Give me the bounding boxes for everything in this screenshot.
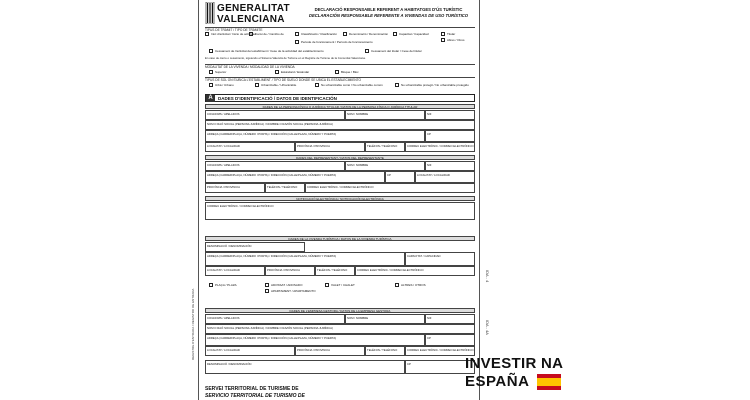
- rep-correu-field[interactable]: CORREU ELECTRÒNIC / CORREO ELECTRÓNICO: [305, 183, 475, 193]
- checkbox[interactable]: [343, 32, 347, 36]
- section-title: DADES D'IDENTIFICACIÓ / DATOS DE IDENTIFICACIÓN: [218, 96, 337, 101]
- spain-flag-icon: [537, 374, 561, 390]
- tipo-option[interactable]: Capacitat / Capacidad: [393, 32, 429, 36]
- rep-cp-field[interactable]: CP: [385, 171, 415, 183]
- tipologia-option[interactable]: PLAÇA / PLAZA: [209, 283, 237, 287]
- form-sheet: [198, 0, 480, 400]
- band-empresa: DADES DE L'EMPRESA GESTORA / DATOS DE LA EMPRESA GESTORA: [205, 308, 475, 313]
- checkbox[interactable]: [265, 289, 269, 293]
- checkbox[interactable]: [393, 32, 397, 36]
- checkbox[interactable]: [295, 32, 299, 36]
- checkbox[interactable]: [395, 83, 399, 87]
- checkbox[interactable]: [335, 70, 339, 74]
- checkbox[interactable]: [255, 83, 259, 87]
- checkbox[interactable]: [209, 283, 213, 287]
- checkbox[interactable]: [265, 283, 269, 287]
- tipo-option[interactable]: Denominació / Denominación: [343, 32, 388, 36]
- nom-field[interactable]: NOM / NOMBRE: [345, 110, 425, 120]
- ubicacion-option[interactable]: No urbanitzable protegit / No urbanizable protegido: [395, 83, 469, 87]
- telefon-field[interactable]: TELÈFON / TELÉFONO: [365, 142, 405, 152]
- checkbox[interactable]: [315, 83, 319, 87]
- modalidad-label: MODALITAT DE LA VIVENDA / MODALIDAD DE LA VIVIENDA: [205, 65, 295, 69]
- registro-cp-field[interactable]: CP: [405, 360, 475, 374]
- rep-nif-field[interactable]: NIF: [425, 161, 475, 171]
- ubicacion-option[interactable]: Urbanitzable / Urbanizable: [255, 83, 296, 87]
- modalidad-option[interactable]: Superior: [209, 70, 226, 74]
- form-code-2: IDA - 4A: [485, 320, 490, 335]
- emp-localitat-field[interactable]: LOCALITAT / LOCALIDAD: [205, 346, 295, 356]
- viv-adreca-field[interactable]: ADREÇA (CARRER/PLAÇA, NÚMERO I PORTA) / DIRECCIÓN (CALLE/PLAZA, NÚMERO Y PUERTA): [205, 252, 405, 266]
- form-header: [205, 2, 475, 26]
- emp-nom-field[interactable]: NOM / NOMBRE: [345, 314, 425, 324]
- tipo-option[interactable]: Altres / Otros: [441, 38, 465, 42]
- rep-telefon-field[interactable]: TELÈFON / TELÉFONO: [265, 183, 305, 193]
- form-title-spanish: DECLARACIÓN RESPONSABLE REFERENTE A VIVIENDAS DE USO TURÍSTICO: [308, 13, 469, 18]
- band-persona: DADES DE LA PERSONA FÍSICA O JURÍDICA TITULAR / DATOS DE LA PERSONA FÍSICA O JURÍDICA TITULAR: [205, 104, 475, 109]
- checkbox[interactable]: [441, 38, 445, 42]
- adreca-field[interactable]: ADREÇA (CARRER/PLAÇA, NÚMERO I PORTA) / DIRECCIÓN (CALLE/PLAZA, NÚMERO Y PUERTA): [205, 130, 425, 142]
- investir-na-espana-watermark: [465, 355, 575, 399]
- checkbox[interactable]: [249, 32, 253, 36]
- cese-options: [205, 49, 475, 54]
- modalidad-options: [205, 70, 475, 75]
- correu-field[interactable]: CORREU ELECTRÒNIC / CORREO ELECTRÓNICO: [405, 142, 475, 152]
- watermark-line-1: INVESTIR NA: [465, 355, 564, 372]
- emp-correu-field[interactable]: CORREU ELECTRÒNIC / CORREO ELECTRÓNICO: [405, 346, 475, 356]
- checkbox[interactable]: [275, 70, 279, 74]
- brand-line-2: VALENCIANA: [217, 14, 285, 25]
- generalitat-crest-icon: [205, 2, 215, 24]
- modalidad-option[interactable]: Bloque / Bloc: [335, 70, 359, 74]
- tipo-option[interactable]: Titular: [441, 32, 455, 36]
- checkbox[interactable]: [395, 283, 399, 287]
- period-option[interactable]: Periode de funcionament / Período de funcionamiento: [295, 40, 373, 44]
- cese-option[interactable]: Cessament de l'activitat del establiment / Cese de la actividad del establecimiento: [209, 49, 324, 53]
- rep-adreca-field[interactable]: ADREÇA (CARRER/PLAÇA, NÚMERO I PORTA) / DIRECCIÓN (CALLE/PLAZA, NÚMERO Y PUERTA): [205, 171, 385, 183]
- modalidad-option[interactable]: Estàndard / Estándar: [275, 70, 309, 74]
- band-vivenda: DADES DE LA VIVENDA TURÍSTICA / DATOS DE LA VIVIENDA TURÍSTICA: [205, 236, 475, 241]
- tipologia-option[interactable]: ADOSSAT / ADOSADO: [265, 283, 302, 287]
- watermark-line-2: ESPAÑA: [465, 373, 530, 390]
- viv-localitat-field[interactable]: LOCALITAT / LOCALIDAD: [205, 266, 265, 276]
- rep-cognoms-field[interactable]: COGNOMS / APELLIDOS: [205, 161, 345, 171]
- emp-nif-field[interactable]: NIF: [425, 314, 475, 324]
- checkbox[interactable]: [441, 32, 445, 36]
- ubicacion-option[interactable]: No urbanitzable comú / No urbanizable común: [315, 83, 383, 87]
- side-registry-text: REGISTRE D'ENTRADA / REGISTRO DE ENTRADA: [191, 288, 195, 360]
- ubicacion-label: TIPUS DE SOL ON S'UBICA L'ESTABLIMENT / TIPO DE SUELO DONDE SE UBICA EL ESTABLECIMIENTO: [205, 78, 362, 82]
- footer-servei: SERVEI TERRITORIAL DE TURISME DE: [205, 386, 299, 392]
- note-text: En caso de cierre o cesamiento, siguiendo el Sistema Valencià de Turisme en el Registre de Turisme de la Comunitat Valenciana.: [205, 56, 366, 60]
- checkbox[interactable]: [209, 49, 213, 53]
- tipologia-option[interactable]: APARTAMENT / APARTAMENTO: [265, 289, 316, 293]
- capacitat-field[interactable]: CAPACITAT / CAPACIDAD: [405, 252, 475, 266]
- checkbox[interactable]: [205, 32, 209, 36]
- provincia-field[interactable]: PROVÍNCIA / PROVINCIA: [295, 142, 365, 152]
- tipo-option[interactable]: Canvi de / Cambio de: [249, 32, 284, 36]
- cp-field[interactable]: CP: [425, 130, 475, 142]
- emp-raosocial-field[interactable]: NOM O RAÓ SOCIAL (PERSONA JURÍDICA) / NOMBRE O RAZÓN SOCIAL (PERSONA JURÍDICA): [205, 324, 475, 334]
- registro-field[interactable]: DENOMINACIÓ / DENOMINACIÓN: [205, 360, 405, 374]
- footer-servicio: SERVICIO TERRITORIAL DE TURISMO DE: [205, 393, 305, 399]
- cognoms-field[interactable]: COGNOMS / APELLIDOS: [205, 110, 345, 120]
- checkbox[interactable]: [295, 40, 299, 44]
- tipologia-option[interactable]: XALET / CHALET: [325, 283, 355, 287]
- notificacio-field[interactable]: CORREU ELECTRÒNIC / CORREO ELECTRÓNICO: [205, 202, 475, 220]
- tipo-option[interactable]: Inici d'activitat / Inicio de actividad: [205, 32, 256, 36]
- localitat-field[interactable]: LOCALITAT / LOCALIDAD: [205, 142, 295, 152]
- tipo-option[interactable]: Classificació / Clasificación: [295, 32, 337, 36]
- nif-field[interactable]: NIF: [425, 110, 475, 120]
- form-code: IDA - 4: [485, 270, 490, 283]
- checkbox[interactable]: [209, 83, 213, 87]
- rep-nom-field[interactable]: NOM / NOMBRE: [345, 161, 425, 171]
- checkbox[interactable]: [325, 283, 329, 287]
- band-notificacio: NOTIFICACIÓ ELECTRÒNICA / NOTIFICACIÓN ELECTRÓNICA: [205, 196, 475, 201]
- raosocial-field[interactable]: NOM O RAÓ SOCIAL (PERSONA JURÍDICA) / NOMBRE O RAZÓN SOCIAL (PERSONA JURÍDICA): [205, 120, 475, 130]
- tipologia-options: [205, 283, 475, 295]
- viv-correu-field[interactable]: CORREU ELECTRÒNIC / CORREO ELECTRÓNICO: [355, 266, 475, 276]
- emp-telefon-field[interactable]: TELÈFON / TELÉFONO: [365, 346, 405, 356]
- ubicacion-option[interactable]: Urbà / Urbano: [209, 83, 234, 87]
- viv-telefon-field[interactable]: TELÈFON / TELÉFONO: [315, 266, 355, 276]
- section-a-header: [205, 94, 475, 102]
- emp-provincia-field[interactable]: PROVÍNCIA / PROVINCIA: [295, 346, 365, 356]
- checkbox[interactable]: [209, 70, 213, 74]
- tipologia-option[interactable]: ALTRES / OTROS: [395, 283, 426, 287]
- tipo-options: [205, 32, 475, 46]
- rep-localitat-field[interactable]: LOCALITAT / LOCALIDAD: [415, 171, 475, 183]
- tipo-label: TIPUS DE TRÀMIT / TIPO DE TRÁMITE: [205, 28, 263, 32]
- rep-provincia-field[interactable]: PROVÍNCIA / PROVINCIA: [205, 183, 265, 193]
- band-representant: DADES DEL REPRESENTANT / DATOS DEL REPRESENTANTE: [205, 155, 475, 160]
- viv-provincia-field[interactable]: PROVÍNCIA / PROVINCIA: [265, 266, 315, 276]
- emp-adreca-field[interactable]: ADREÇA (CARRER/PLAÇA, NÚMERO I PORTA) / DIRECCIÓN (CALLE/PLAZA, NÚMERO Y PUERTA): [205, 334, 425, 346]
- denominacio-field[interactable]: DENOMINACIÓ / DENOMINACIÓN: [205, 242, 305, 252]
- checkbox[interactable]: [365, 49, 369, 53]
- form-title-valencian: DECLARACIÓ RESPONSABLE REFERENT A HABITATGES D'ÚS TURÍSTIC: [314, 7, 463, 12]
- cese-titular-option[interactable]: Cessament del titular / Cese del titular: [365, 49, 422, 53]
- emp-cp-field[interactable]: CP: [425, 334, 475, 346]
- ubicacion-options: [205, 83, 475, 91]
- section-letter: A: [206, 95, 215, 102]
- brand-line-1: GENERALITAT: [217, 3, 290, 14]
- emp-cognoms-field[interactable]: COGNOMS / APELLIDOS: [205, 314, 345, 324]
